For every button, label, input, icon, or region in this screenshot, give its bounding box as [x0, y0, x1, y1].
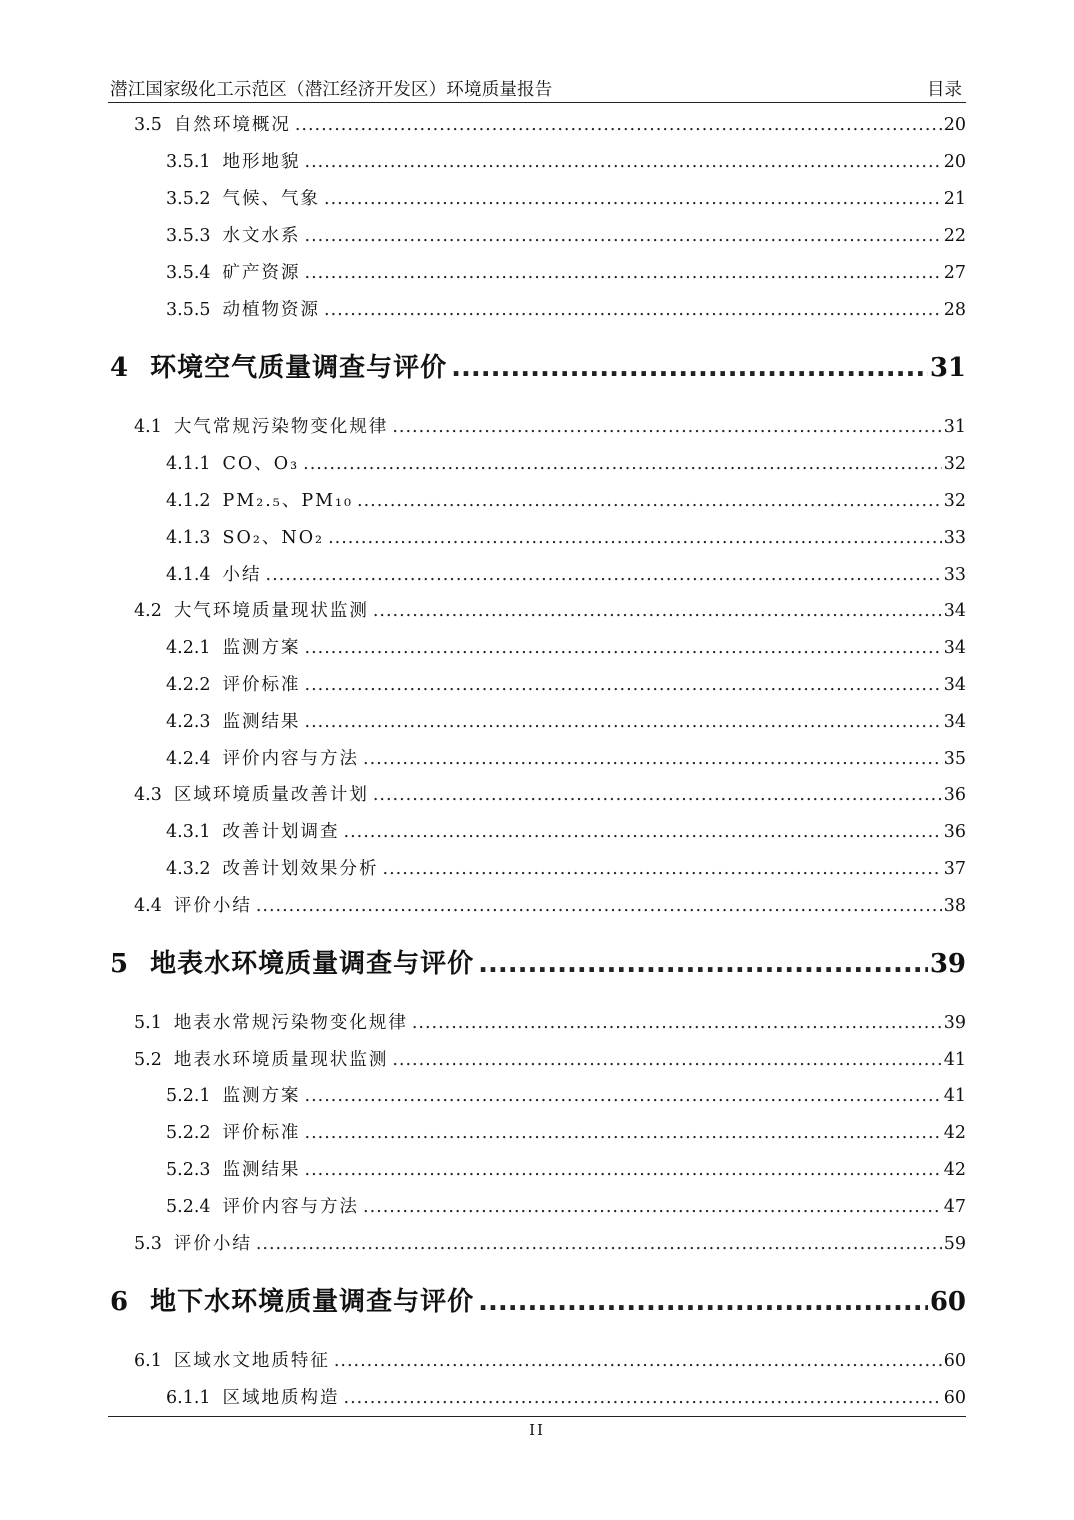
- toc-dot-leader: [344, 1388, 942, 1408]
- toc-entry-page-number: 31: [929, 353, 966, 383]
- toc-entry-number: 4.1.2: [166, 491, 211, 511]
- toc-entry-page-number: 35: [943, 749, 966, 769]
- toc-entry-number: 5: [110, 949, 129, 979]
- toc-entry-number: 4.1.3: [166, 528, 211, 548]
- toc-entry-title: 评价小结: [173, 896, 252, 916]
- toc-entry-page-number: 33: [943, 528, 966, 548]
- toc-entry-page-number: 34: [943, 638, 966, 658]
- toc-entry-page-number: 34: [943, 601, 966, 621]
- toc-entry-page-number: 38: [943, 896, 966, 916]
- toc-entry-number: 3.5.2: [166, 189, 211, 209]
- toc-entry-page-number: 32: [943, 454, 966, 474]
- toc-dot-leader: [478, 949, 928, 979]
- toc-entry-number: 4.3.2: [166, 859, 211, 879]
- toc-entry-title: 矿产资源: [222, 263, 301, 283]
- toc-entry-title: 大气常规污染物变化规律: [173, 417, 389, 437]
- toc-entry-title: PM₂.₅、PM₁₀: [222, 491, 354, 511]
- toc-entry-number: 4.1: [134, 417, 162, 437]
- toc-entry-page-number: 36: [943, 822, 966, 842]
- toc-entry-title: SO₂、NO₂: [222, 528, 325, 548]
- toc-entry-number: 4.3.1: [166, 822, 211, 842]
- toc-entry-level1[interactable]: [110, 1281, 966, 1318]
- toc-entry-level2[interactable]: [134, 1230, 966, 1255]
- toc-entry-title: 小结: [222, 565, 262, 585]
- page-header: [108, 74, 966, 103]
- toc-entry-number: 6: [110, 1287, 129, 1317]
- toc-dot-leader: [373, 785, 942, 805]
- toc-dot-leader: [305, 152, 942, 172]
- toc-dot-leader: [305, 1123, 942, 1143]
- toc-entry-number: 5.2.2: [166, 1123, 211, 1143]
- toc-entry-page-number: 32: [943, 491, 966, 511]
- toc-entry-title: 评价标准: [222, 1123, 301, 1143]
- toc-entry-level3[interactable]: [166, 745, 966, 770]
- toc-entry-number: 6.1: [134, 1351, 162, 1371]
- toc-entry-title: 改善计划调查: [222, 822, 340, 842]
- toc-entry-number: 5.3: [134, 1234, 162, 1254]
- toc-entry-title: 改善计划效果分析: [222, 859, 379, 879]
- toc-dot-leader: [266, 565, 942, 585]
- toc-entry-page-number: 60: [929, 1287, 966, 1317]
- toc-entry-level3[interactable]: [166, 259, 966, 284]
- toc-dot-leader: [328, 528, 942, 548]
- toc-entry-number: 3.5.5: [166, 300, 211, 320]
- toc-entry-title: 地表水常规污染物变化规律: [173, 1013, 408, 1033]
- toc-entry-page-number: 47: [943, 1197, 966, 1217]
- header-title: 潜江国家级化工示范区（潜江经济开发区）环境质量报告: [110, 80, 553, 100]
- toc-entry-level3[interactable]: [166, 450, 966, 475]
- toc-entry-number: 3.5.1: [166, 152, 211, 172]
- toc-entry-page-number: 39: [929, 949, 966, 979]
- toc-entry-number: 4.2.2: [166, 675, 211, 695]
- toc-entry-level3[interactable]: [166, 855, 966, 880]
- toc-entry-number: 4.2.3: [166, 712, 211, 732]
- toc-dot-leader: [256, 1234, 942, 1254]
- toc-entry-title: 监测方案: [222, 1086, 301, 1106]
- toc-dot-leader: [412, 1013, 942, 1033]
- toc-entry-number: 6.1.1: [166, 1388, 211, 1408]
- toc-entry-title: 评价标准: [222, 675, 301, 695]
- toc-entry-title: 区域地质构造: [222, 1388, 340, 1408]
- toc-entry-title: CO、O₃: [222, 454, 300, 474]
- toc-entry-number: 5.2.3: [166, 1160, 211, 1180]
- toc-entry-title: 大气环境质量现状监测: [173, 601, 369, 621]
- toc-entry-level2[interactable]: [134, 1009, 966, 1034]
- toc-entry-level2[interactable]: [134, 597, 966, 622]
- toc-entry-title: 监测结果: [222, 712, 301, 732]
- toc-dot-leader: [357, 491, 942, 511]
- toc-entry-level3[interactable]: [166, 524, 966, 549]
- toc-entry-title: 自然环境概况: [173, 115, 291, 135]
- toc-entry-number: 4.2.4: [166, 749, 211, 769]
- toc-entry-title: 评价小结: [173, 1234, 252, 1254]
- toc-dot-leader: [344, 822, 942, 842]
- toc-entry-page-number: 37: [943, 859, 966, 879]
- toc-dot-leader: [383, 859, 942, 879]
- toc-entry-number: 5.2.1: [166, 1086, 211, 1106]
- toc-entry-level1[interactable]: [110, 943, 966, 980]
- toc-entry-page-number: 42: [943, 1123, 966, 1143]
- toc-entry-number: 3.5.3: [166, 226, 211, 246]
- toc-entry-title: 评价内容与方法: [222, 749, 360, 769]
- toc-entry-level3[interactable]: [166, 671, 966, 696]
- toc-dot-leader: [305, 226, 942, 246]
- toc-entry-level1[interactable]: [110, 347, 966, 384]
- toc-dot-leader: [363, 1197, 942, 1217]
- toc-entry-title: 气候、气象: [222, 189, 321, 209]
- toc-entry-page-number: 21: [943, 189, 966, 209]
- toc-entry-page-number: 34: [943, 712, 966, 732]
- toc-entry-title: 动植物资源: [222, 300, 321, 320]
- toc-entry-number: 4.4: [134, 896, 162, 916]
- toc-entry-title: 环境空气质量调查与评价: [150, 353, 448, 383]
- toc-entry-level3[interactable]: [166, 561, 966, 586]
- toc-entry-page-number: 28: [943, 300, 966, 320]
- toc-entry-level3[interactable]: [166, 1193, 966, 1218]
- toc-dot-leader: [478, 1287, 928, 1317]
- toc-entry-page-number: 27: [943, 263, 966, 283]
- toc-entry-level2[interactable]: [134, 1347, 966, 1372]
- toc-entry-title: 水文水系: [222, 226, 301, 246]
- toc-entry-page-number: 36: [943, 785, 966, 805]
- toc-entry-page-number: 41: [943, 1086, 966, 1106]
- toc-dot-leader: [303, 454, 942, 474]
- toc-entry-page-number: 31: [943, 417, 966, 437]
- toc-entry-number: 5.1: [134, 1013, 162, 1033]
- toc-entry-level3[interactable]: [166, 296, 966, 321]
- toc-entry-title: 地表水环境质量调查与评价: [150, 949, 475, 979]
- toc-entry-page-number: 60: [943, 1351, 966, 1371]
- toc-entry-title: 地下水环境质量调查与评价: [150, 1287, 475, 1317]
- toc-dot-leader: [324, 189, 942, 209]
- toc-dot-leader: [305, 263, 942, 283]
- toc-entry-level3[interactable]: [166, 1119, 966, 1144]
- footer-page-number: II: [529, 1421, 545, 1439]
- toc-entry-level3[interactable]: [166, 1156, 966, 1181]
- toc-dot-leader: [305, 1086, 942, 1106]
- toc-entry-title: 监测结果: [222, 1160, 301, 1180]
- toc-entry-level2[interactable]: [134, 781, 966, 806]
- toc-entry-number: 4.2.1: [166, 638, 211, 658]
- toc-entry-page-number: 59: [943, 1234, 966, 1254]
- toc-dot-leader: [334, 1351, 942, 1371]
- toc-entry-page-number: 22: [943, 226, 966, 246]
- toc-entry-level3[interactable]: [166, 185, 966, 210]
- toc-dot-leader: [305, 1160, 942, 1180]
- toc-entry-number: 4.2: [134, 601, 162, 621]
- toc-entry-number: 4.1.1: [166, 454, 211, 474]
- toc-entry-level2[interactable]: [134, 111, 966, 136]
- toc-dot-leader: [451, 353, 928, 383]
- toc-entry-page-number: 60: [943, 1388, 966, 1408]
- toc-entry-level3[interactable]: [166, 487, 966, 512]
- toc-entry-title: 评价内容与方法: [222, 1197, 360, 1217]
- toc-entry-level3[interactable]: [166, 222, 966, 247]
- toc-entry-level3[interactable]: [166, 708, 966, 733]
- toc-dot-leader: [295, 115, 942, 135]
- toc-entry-number: 5.2: [134, 1050, 162, 1070]
- toc-entry-number: 3.5.4: [166, 263, 211, 283]
- toc-entry-level3[interactable]: [166, 148, 966, 173]
- toc-entry-level2[interactable]: [134, 413, 966, 438]
- toc-entry-page-number: 33: [943, 565, 966, 585]
- toc-entry-number: 3.5: [134, 115, 162, 135]
- toc-entry-level3[interactable]: [166, 818, 966, 843]
- toc-entry-number: 5.2.4: [166, 1197, 211, 1217]
- toc-dot-leader: [392, 417, 941, 437]
- toc-dot-leader: [324, 300, 942, 320]
- toc-dot-leader: [392, 1050, 941, 1070]
- toc-entry-level2[interactable]: [134, 1046, 966, 1071]
- toc-dot-leader: [305, 638, 942, 658]
- toc-entry-page-number: 41: [943, 1050, 966, 1070]
- toc-entry-title: 区域水文地质特征: [173, 1351, 330, 1371]
- toc-dot-leader: [256, 896, 942, 916]
- toc-entry-number: 4.3: [134, 785, 162, 805]
- toc-entry-page-number: 39: [943, 1013, 966, 1033]
- toc-entry-title: 区域环境质量改善计划: [173, 785, 369, 805]
- footer-divider: [108, 1416, 966, 1417]
- toc-entry-title: 地表水环境质量现状监测: [173, 1050, 389, 1070]
- toc-entry-level2[interactable]: [134, 892, 966, 917]
- toc-dot-leader: [305, 675, 942, 695]
- toc-entry-title: 地形地貌: [222, 152, 301, 172]
- toc-entry-page-number: 42: [943, 1160, 966, 1180]
- toc-entry-level3[interactable]: [166, 1082, 966, 1107]
- toc-entry-level3[interactable]: [166, 1384, 966, 1409]
- toc-dot-leader: [363, 749, 942, 769]
- toc-dot-leader: [305, 712, 942, 732]
- toc-entry-page-number: 20: [943, 115, 966, 135]
- toc-entry-level3[interactable]: [166, 634, 966, 659]
- toc-entry-number: 4: [110, 353, 129, 383]
- toc-entry-number: 4.1.4: [166, 565, 211, 585]
- toc-dot-leader: [373, 601, 942, 621]
- header-section-label: 目录: [927, 80, 962, 100]
- toc-entry-page-number: 34: [943, 675, 966, 695]
- toc-entry-title: 监测方案: [222, 638, 301, 658]
- toc-entry-page-number: 20: [943, 152, 966, 172]
